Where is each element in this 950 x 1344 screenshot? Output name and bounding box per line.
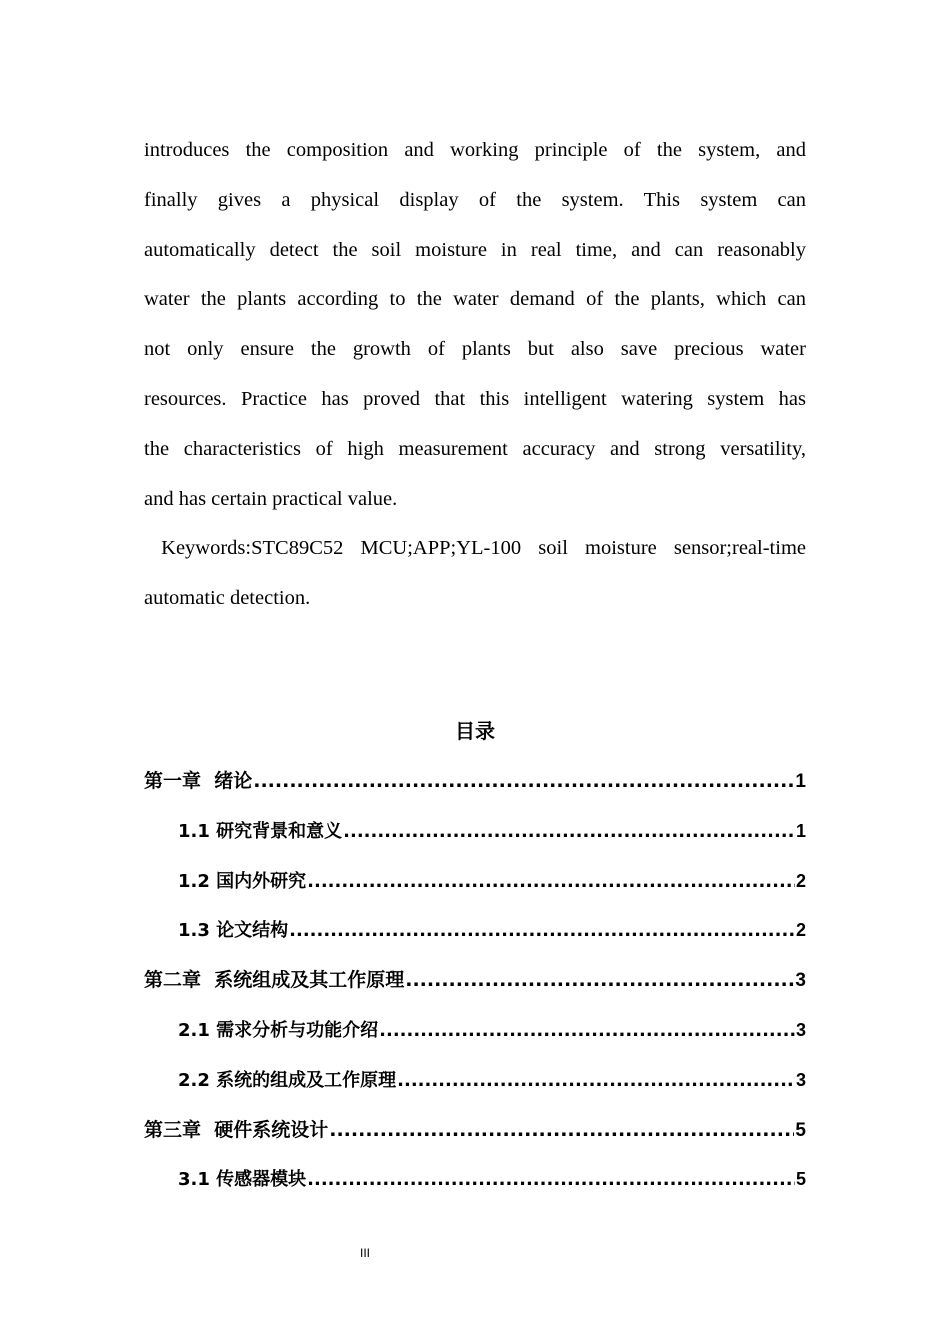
toc-title: 目录	[455, 719, 495, 743]
toc-page-number: 5	[795, 1169, 806, 1190]
toc-page-number: 3	[795, 970, 806, 992]
toc-entry-section-2-2[interactable]	[144, 1056, 806, 1106]
toc-entry-section-2-1[interactable]	[144, 1006, 806, 1056]
toc-leader-dots	[397, 1056, 795, 1106]
toc-leader-dots	[343, 807, 795, 857]
toc-entry-label: 第二章 系统组成及其工作原理	[144, 969, 405, 992]
toc-entry-label: 2.1 需求分析与功能介绍	[178, 1019, 379, 1041]
abstract-line: water the plants according to the water demand of the plants, which can	[144, 288, 806, 311]
toc-entry-label: 第一章 绪论	[144, 770, 253, 792]
toc-entry-section-3-1[interactable]	[144, 1155, 806, 1205]
toc-leader-dots	[253, 757, 794, 807]
toc-entry-label: 第三章 硬件系统设计	[144, 1118, 329, 1141]
toc-entry-label: 1.1 研究背景和意义	[178, 820, 343, 842]
abstract-line: resources. Practice has proved that this intelligent watering system has	[144, 387, 806, 410]
toc-leader-dots	[289, 906, 795, 956]
abstract-line: finally gives a physical display of the system. This system can	[144, 188, 806, 211]
toc-leader-dots	[379, 1006, 795, 1056]
toc-page-number: 2	[795, 870, 806, 891]
abstract-line: automatically detect the soil moisture in real time, and can reasonably	[144, 238, 806, 261]
toc-page-number: 1	[795, 771, 806, 792]
keywords-line: Keywords:STC89C52 MCU;APP;YL-100 soil moisture sensor;real-time	[144, 537, 806, 560]
toc-entry-section-1-2[interactable]	[144, 857, 806, 907]
toc-leader-dots	[405, 956, 794, 1006]
toc-page-number: 3	[795, 1069, 806, 1090]
toc-entry-section-1-1[interactable]	[144, 807, 806, 857]
toc-page-number: 3	[795, 1019, 806, 1040]
abstract-line: and has certain practical value.	[144, 487, 398, 510]
toc-page-number: 1	[795, 820, 806, 841]
toc-page-number: 2	[795, 920, 806, 941]
abstract-line: introduces the composition and working principle of the system, and	[144, 139, 806, 161]
abstract-line: not only ensure the growth of plants but also save precious water	[144, 338, 806, 361]
page-number-footer: III	[359, 1246, 370, 1260]
toc-entry-chapter-1[interactable]	[144, 757, 806, 807]
toc-page-number: 5	[795, 1119, 806, 1141]
toc-entry-label: 1.2 国内外研究	[178, 870, 307, 892]
toc-entry-label: 3.1 传感器模块	[178, 1169, 307, 1191]
toc-entry-chapter-3[interactable]	[144, 1106, 806, 1156]
toc-entry-label: 2.2 系统的组成及工作原理	[178, 1069, 397, 1091]
toc-leader-dots	[329, 1106, 794, 1156]
toc-entry-chapter-2[interactable]	[144, 956, 806, 1006]
toc-leader-dots	[307, 1155, 795, 1205]
abstract-body	[144, 126, 806, 624]
toc-leader-dots	[307, 857, 795, 907]
toc-entry-label: 1.3 论文结构	[178, 920, 289, 942]
toc-entry-section-1-3[interactable]	[144, 906, 806, 956]
table-of-contents	[144, 757, 806, 1205]
keywords-line: automatic detection.	[144, 587, 311, 610]
abstract-line: the characteristics of high measurement accuracy and strong versatility,	[144, 437, 806, 460]
